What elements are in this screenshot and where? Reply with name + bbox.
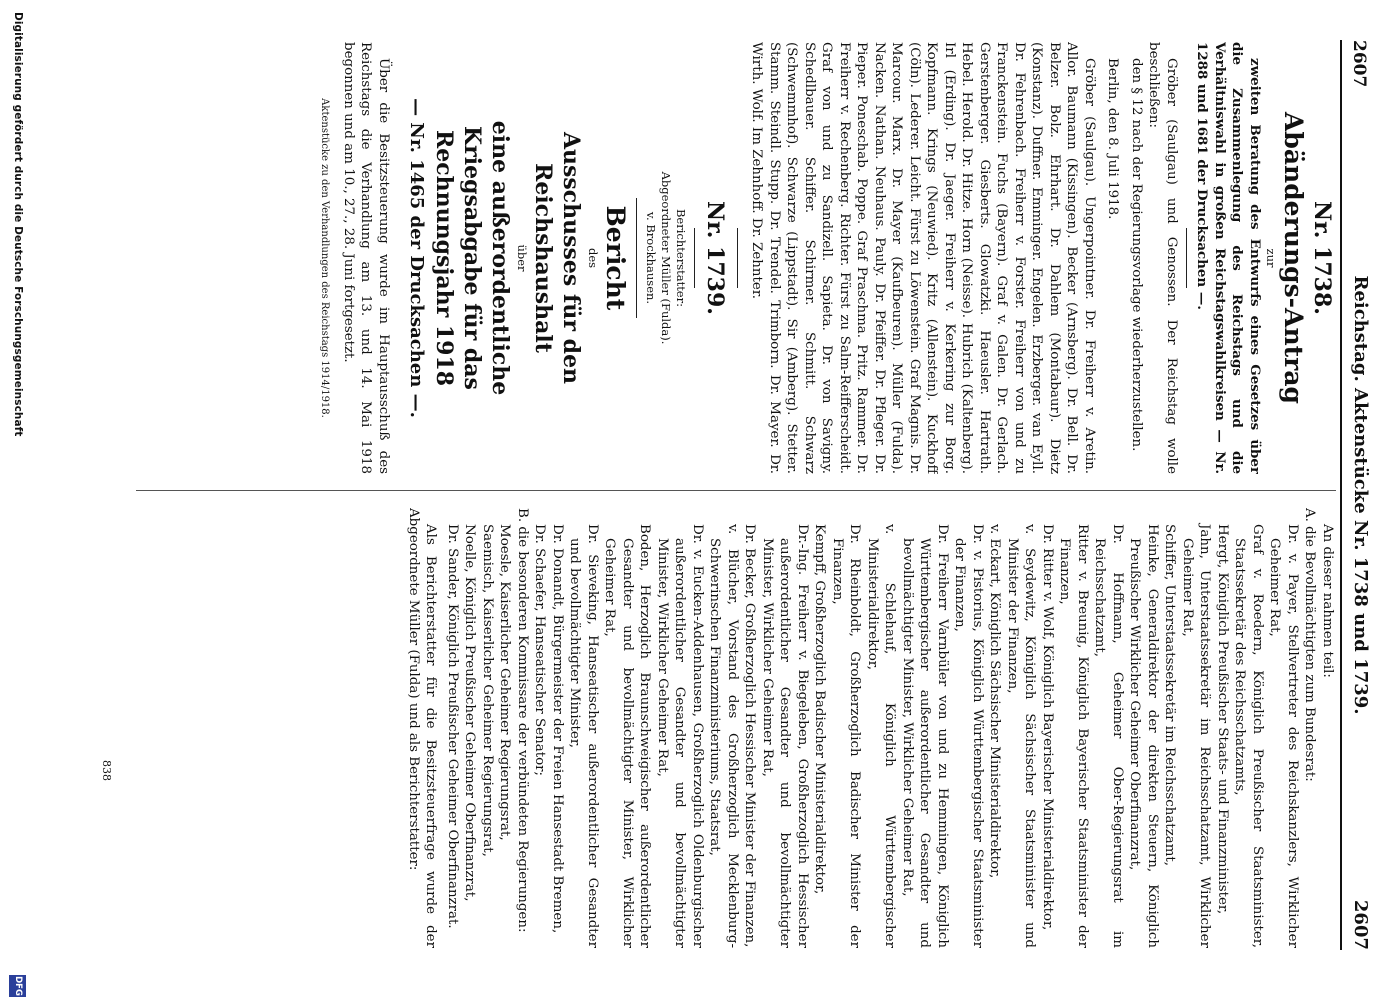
divider-short-2: [737, 228, 738, 288]
closing-text: Als Berichterstatter für die Besitzsteuerfrage wurde der Abgeordnete Müller (Fulda) und als Berichterstatter:: [406, 508, 439, 948]
report-heading: Bericht: [601, 205, 630, 311]
commissioner-entry: Saemisch, Kaiserlicher Geheimer Regierungsrat,: [480, 524, 495, 857]
section-a-heading: A. die Bevollmächtigten zum Bundesrat:: [1302, 508, 1318, 782]
motion-clause: den § 12 nach der Regierungsvorlage wiederherzustellen.: [1129, 58, 1144, 452]
participant-entry: Dr. Donandt, Bürgermeister der Freien Hansestadt Bremen,: [550, 524, 565, 934]
divider-short-3: [694, 228, 695, 288]
page-number-left: 2607: [1349, 40, 1369, 88]
signatories-list: Gröber (Saulgau). Ungerpointner. Dr. Freiherr v. Aretin. Allor. Baumann (Kissingen). Becker (Arnsberg). Dr. Bell. Dr. Belzer. Bolz. Ehrhart. Dr. Dahlem (Montabaur). Dietz (Konstanz). Duffner. Emminger. Engelen. Erzberger. van Eyll. Dr. Fehrenbach. Freiherr v. Forster. Freiherr von und zu Franckenstein. Fuchs (Bayern). Graf v. Galen. Dr. Gerlach. Gerstenberger. Giesberts. Glowatzki. Haeusler. Hartrath. Hebel. Herold. Dr. Hitze. Horn (Neisse). Hubrich (Kaltenberg). Irl (Erding). Dr. Jaeger. Freiherr v. Kerkering zur Borg. Kopfmann. Krings (Neuwied). Kritz (Allenstein). Kuckhoff (Cöln). Lederer. Leicht. Fürst zu Löwenstein. Graf Magnis. Dr. Marcour. Marx. Dr. Mayer (Kaufbeuren). Müller (Fulda). Nacken. Nathan. Neuhaus. Pauly. Dr. Pfeiffer. Dr. Pfleger. Dr. Pieper. Poneschab. Poppe. Graf Praschma. Pritz. Rammer. Dr. Freiherr v. Rechenberg. Richter. Fürst zu Salm-Reifferscheidt. Graf von und zu Sandizell. Sapieta. Dr. von Savigny. Schedlbauer. Schiffer. Schirmer. Schmitt. Schwarz (Schwemmhof). Schwarze (Lippstadt). Sir (Amberg). Stetter. Stamm. Steindl. Stupp. Dr. Trendel. Trimborn. Dr. Mayer. Dr. Wirth. Wolf. Im Zehnhoff. Dr. Zehnter.: [749, 42, 1097, 474]
funding-note-text: Digitalisierung gefördert durch die Deutsche Forschungsgemeinschaft: [12, 12, 24, 437]
participant-entry: Schiffer, Unterstaatssekretär im Reichsschatzamt,: [1162, 524, 1178, 867]
zur-label: zur: [1264, 248, 1278, 268]
participant-entry: Ritter v. Breunig, Königlich Bayerischer Staatsminister der Finanzen,: [1057, 524, 1090, 948]
participant-entry: v. Eckart, Königlich Sächsischer Ministerialdirektor,: [987, 524, 1003, 879]
participant-entry: Dr. v. Pistorius, Königlich Württembergischer Staatsminister der Finanzen,: [952, 524, 985, 948]
motion-text: Gröber (Saulgau) und Genossen. Der Reichstag wolle beschließen:: [1146, 42, 1179, 474]
commissioner-entry: Noelle, Königlich Preußischer Geheimer Oberfinanzrat,: [462, 524, 478, 902]
section-b-heading: B. die besonderen Kommissare der verbündeten Regierungen:: [515, 508, 530, 933]
reporter-label: Berichterstatter:: [674, 208, 688, 307]
participant-entry: Heinke, Generaldirektor der direkten Steuern, Königlich Preußischer Wirklicher Geheimer Oberfinanzrat,: [1127, 524, 1160, 948]
page-header: [1343, 40, 1383, 950]
participant-entry: Dr. Ritter v. Wolf, Königlich Bayerischer Ministerialdirektor,: [1040, 524, 1055, 931]
commissioner-entry: Dr. Sander, Königlich Preußischer Geheimer Oberfinanzrat.: [445, 524, 460, 929]
report-topic: eine außerordentliche Kriegsabgabe für das Rechnungsjahr 1918: [431, 120, 513, 396]
motion-date: Berlin, den 8. Juli 1918.: [1105, 58, 1121, 220]
column-divider: [136, 490, 1336, 491]
footnote: Aktenstücke zu den Verhandlungen des Reichstags 1914/1918.: [319, 98, 331, 418]
divider-short: [1186, 228, 1187, 288]
participant-entry: Dr. v. Payer, Stellvertreter des Reichskanzlers, Wirklicher Geheimer Rat,: [1267, 524, 1300, 948]
participant-entry: Jahn, Unterstaatssekretär im Reichsschatzamt, Wirklicher Geheimer Rat,: [1180, 524, 1213, 948]
participant-entry: Dr. v. Eucken-Addenhausen, Großherzoglich Oldenburgischer außerordentlicher Gesandter und bevollmächtigter Minister, Wirklicher Geheimer Rat,: [655, 524, 705, 948]
running-title: Reichstag. Aktenstücke Nr. 1738 und 1739.: [1350, 275, 1371, 715]
committee-name: Ausschusses für den Reichshaushalt: [530, 131, 584, 385]
participant-entry: v. Blücher, Vorstand des Großherzoglich Mecklenburg-Schwerinschen Finanzministeriums, Staatsrat,: [707, 524, 740, 948]
right-column: [136, 508, 1336, 948]
divider-medium: [636, 198, 637, 318]
commissioner-entry: Moesle, Kaiserlicher Geheimer Regierungsrat,: [497, 524, 513, 841]
participant-entry: v. Seydewitz, Königlich Sächsischer Staatsminister und Minister der Finanzen,: [1005, 524, 1038, 948]
participant-entry: Dr.-Ing. Freiherr v. Biegeleben, Großherzoglich Hessischer außerordentlicher Gesandter und bevollmächtigter Minister, Wirklicher Geheimer Rat,: [760, 524, 810, 948]
participant-entry: Dr. Becker, Großherzoglich Hessischer Minister der Finanzen,: [742, 524, 758, 948]
motion-heading: Abänderungs-Antrag: [1279, 111, 1308, 405]
document-number-1739: Nr. 1739.: [702, 201, 728, 315]
participants-intro: An dieser nahmen teil:: [1320, 524, 1335, 678]
bottom-page-number: 838: [100, 760, 113, 781]
participant-entry: Graf v. Roedern, Königlich Preußischer Staatsminister, Staatssekretär des Reichsschatzamts,: [1232, 524, 1265, 948]
des-label: des: [586, 247, 600, 269]
left-column: [136, 42, 1336, 474]
report-text: Über die Besitzsteuerung wurde im Hauptausschuß des Reichstags die Verhandlung am 13. und 14. Mai 1918 begonnen und am 10., 27., 28. Juni fortgesetzt.: [341, 42, 391, 474]
header-rule: [1340, 40, 1342, 950]
reporter-1: Abgeordneter Müller (Fulda).: [659, 171, 673, 345]
participant-entry: Dr. Hoffmann, Geheimer Ober-Regierungsrat im Reichsschatzamt,: [1092, 524, 1125, 948]
report-drucksache: — Nr. 1465 der Drucksachen —.: [406, 98, 427, 418]
document-number-1738: Nr. 1738.: [1309, 201, 1335, 315]
participant-entry: Dr. Sieveking, Hanseatischer außerordentlicher Gesandter und bevollmächtigter Minister,: [567, 524, 600, 948]
dfg-logo-icon: DFG: [9, 975, 26, 997]
participant-entry: Boden, Herzoglich Braunschweigischer außerordentlicher Gesandter und bevollmächtigter Minister, Wirklicher Geheimer Rat,: [602, 524, 653, 948]
reporter-2: v. Brockhausen.: [644, 211, 658, 305]
participant-entry: Dr. Schaefer, Hanseatischer Senator;: [532, 524, 548, 777]
participant-entry: Dr. Rheinboldt, Großherzoglich Badischer Minister der Finanzen,: [830, 524, 863, 948]
participant-entry: Kempff, Großherzoglich Badischer Ministerialdirektor,: [812, 524, 828, 895]
participant-entry: Dr. Freiherr Varnbüler von und zu Hemmingen, Königlich Württembergischer außerordentlicher Gesandter und bevollmächtigter Minister, Wirklicher Geheimer Rat,: [900, 524, 950, 948]
participant-entry: Hergt, Königlich Preußischer Staats- und Finanzminister,: [1215, 524, 1230, 915]
motion-intro: zweiten Beratung des Entwurfs eines Gesetzes über die Zusammenlegung des Reichstags und die Verhältniswahl in großen Reichstagswahlkreisen — Nr. 1288 und 1681 der Drucksachen —.: [1194, 42, 1263, 474]
funding-note: [4, 0, 28, 1000]
ueber-label: über: [515, 244, 529, 272]
participant-entry: v. Schlehauf, Königlich Württembergischer Ministerialdirektor,: [865, 524, 898, 948]
page-number-right: 2607: [1350, 899, 1371, 950]
